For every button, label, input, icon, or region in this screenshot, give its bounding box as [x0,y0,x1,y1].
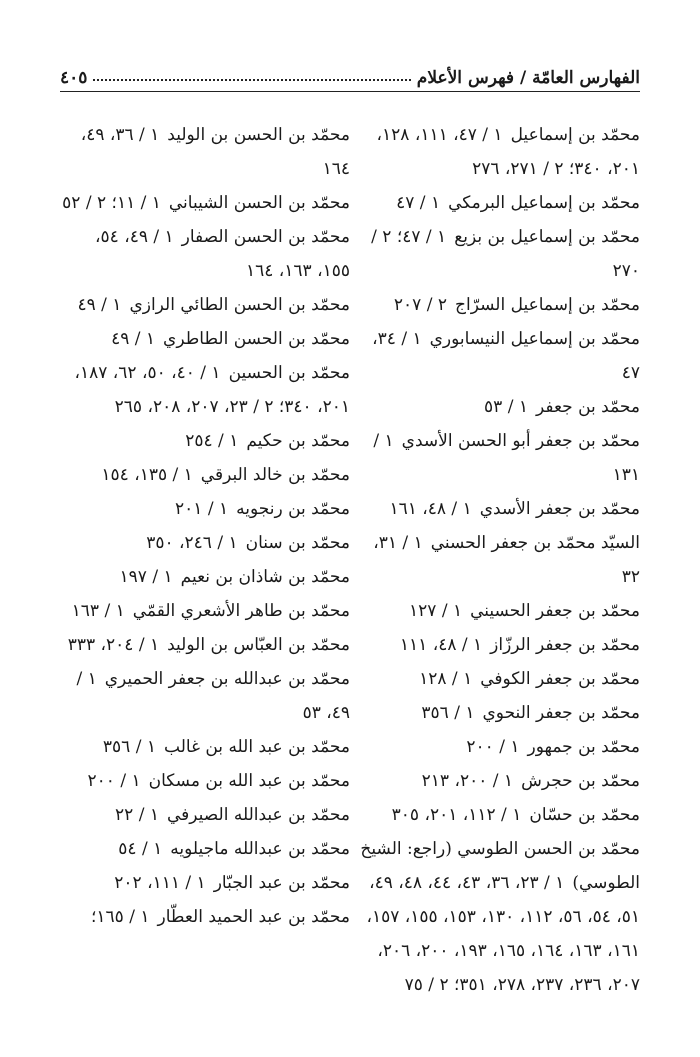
entry-name: محمّد بن الحسن الطوسي (راجع: الشيخ الطوسي) [360,839,640,893]
running-header [60,58,640,88]
entry-name: محمّد بن العبّاس بن الوليد [167,635,350,655]
index-entry [60,118,350,186]
index-entry [350,186,640,220]
entry-name: محمّد بن إسماعيل البرمكي [448,193,640,213]
index-entry [350,424,640,492]
entry-name: محمّد بن حسّان [529,805,640,825]
entry-references: ١ / ٤٠، ٥٠، ٦٢، ١٨٧، ٢٠١، ٣٤٠؛ ٢ / ٢٣، ٢٠٧، ٢٠٨، ٢٦٥ [74,363,350,417]
entry-name: محمّد بن خالد البرقي [200,465,350,485]
entry-references: ١ / ٤٨، ١١١ [399,635,483,655]
index-entry [60,560,350,594]
entry-name: محمّد بن طاهر الأشعري القمّي [132,601,350,621]
entry-name: محمّد بن إسماعيل السرّاج [455,295,640,315]
index-entry [60,458,350,492]
header-rule [60,91,640,92]
index-entry [350,492,640,526]
page-number: ٤٠٥ [60,68,88,88]
index-entry [350,798,640,832]
index-entry [60,424,350,458]
entry-name: محمّد بن شاذان بن نعيم [180,567,350,587]
entry-name: محمّد بن الحسن الطاطري [163,329,350,349]
index-entry [60,866,350,900]
entry-name: محمّد بن جعفر الكوفي [480,669,640,689]
entry-name: محمّد بن جعفر النحوي [482,703,640,723]
index-entry [350,118,640,186]
entry-name: محمّد بن عبدالله الصيرفي [166,805,350,825]
entry-name: محمّد بن جعفر الحسيني [470,601,640,621]
entry-references: ١ / ٢٥٤ [185,431,239,451]
entry-references: ١ / ١٦٣ [71,601,125,621]
entry-references: ١ / ٤٩، ٥٤، ١٥٥، ١٦٣، ١٦٤ [95,227,350,281]
index-entry [60,356,350,424]
entry-references: ٢ / ٢٠٧ [393,295,448,315]
index-column-right [350,118,640,1002]
entry-name: محمّد بن سنان [245,533,350,553]
entry-references: ١ / ٢٤٦، ٣٥٠ [146,533,238,553]
entry-name: محمّد بن جمهور [527,737,640,757]
entry-name: محمّد بن إسماعيل بن بزيع [454,227,640,247]
entry-references: ١ / ٢٢ [115,805,159,825]
entry-name: محمّد بن الحسن الطائي الرازي [129,295,350,315]
entry-name: محمّد بن الحسن بن الوليد [167,125,350,145]
entry-references: ١ / ٢٠٤، ٣٣٣ [67,635,160,655]
entry-name: محمّد بن عبد الجبّار [213,873,350,893]
index-entry [350,594,640,628]
dotted-leader [93,79,410,81]
entry-references: ١ / ٢٠٠ [87,771,141,791]
entry-references: ١ / ٥٣ [484,397,528,417]
index-entry [350,832,640,1002]
entry-references: ١ / ٥٤ [118,839,163,859]
index-entry [60,628,350,662]
entry-name: محمّد بن حكيم [246,431,350,451]
entry-references: ١ / ٣١، ٣٢ [373,533,640,587]
entry-references: ١ / ١٩٧ [119,567,173,587]
entry-references: ١ / ٢٣، ٣٦، ٤٣، ٤٤، ٤٨، ٤٩، ٥١، ٥٤، ٥٦، ١١٢، ١٣٠، ١٥٣، ١٥٥، ١٥٧، ١٦١، ١٦٣، ١٦٤، ١٦٥، ١٩٣، ٢٠٠، ٢٠٦، ٢٠٧، ٢٣٦، ٢٣٧، ٢٧٨، ٣٥١؛ ٢ / ٧٥ [366,873,640,995]
index-entry [350,288,640,322]
entry-name: محمّد بن إسماعيل [510,125,640,145]
entry-references: ١ / ٤٧ [396,193,441,213]
header-title: الفهارس العامّة / فهرس الأعلام [416,68,640,88]
index-entry [60,322,350,356]
index-entry [60,900,350,934]
entry-references: ١ / ٣٥٦ [421,703,475,723]
index-entry [60,492,350,526]
index-entry [60,594,350,628]
entry-references: ١ / ٣٦، ٤٩، ١٦٤ [80,125,350,179]
entry-name: محمّد بن جعفر الأسدي [479,499,640,519]
entry-references: ١ / ٢٠٠ [466,737,520,757]
entry-references: ١ / ١٣٥، ١٥٤ [101,465,193,485]
index-entry [350,526,640,594]
entry-name: محمّد بن الحسين [228,363,350,383]
index-entry [350,696,640,730]
entry-references: ١ / ١١؛ ٢ / ٥٢ [62,193,161,213]
index-entry [60,186,350,220]
index-entry [60,764,350,798]
entry-references: ١ / ١١٢، ٢٠١، ٣٠٥ [391,805,522,825]
entry-references: ١ / ٤٨، ١٦١ [389,499,472,519]
entry-name: محمّد بن عبدالله بن جعفر الحميري [104,669,350,689]
index-entry [60,662,350,730]
entry-name: محمّد بن عبد الله بن غالب [164,737,350,757]
index-entry [60,798,350,832]
entry-name: محمّد بن حجرش [521,771,640,791]
index-entry [60,730,350,764]
entry-name: محمّد بن إسماعيل النيسابوري [429,329,640,349]
entry-references: ١ / ١١١، ٢٠٢ [114,873,206,893]
entry-references: ١ / ٢٠١ [175,499,229,519]
index-entry [350,764,640,798]
entry-references: ١ / ٤٧، ١١١، ١٢٨، ٢٠١، ٣٤٠؛ ٢ / ٢٧١، ٢٧٦ [376,125,640,179]
entry-name: محمّد بن عبد الحميد العطّار [157,907,350,927]
index-entry [60,832,350,866]
index-entry [350,390,640,424]
entry-references: ١ / ١٢٧ [409,601,463,621]
entry-name: محمّد بن جعفر [535,397,640,417]
index-entry [60,288,350,322]
entry-name: محمّد بن رنجويه [236,499,350,519]
index-entry [60,526,350,560]
entry-name: محمّد بن الحسن الصفار [181,227,350,247]
index-entry [350,220,640,288]
entry-references: ١ / ٣٤، ٤٧ [372,329,640,383]
entry-name: محمّد بن عبد الله بن مسكان [148,771,350,791]
entry-references: ١ / ٢٠٠، ٢١٣ [421,771,514,791]
entry-name: محمّد بن جعفر الرزّاز [490,635,640,655]
entry-references: ١ / ١٢٨ [419,669,473,689]
entry-name: السيّد محمّد بن جعفر الحسني [430,533,640,553]
entry-name: محمّد بن عبدالله ماجيلويه [170,839,350,859]
index-entry [350,662,640,696]
index-entry [350,628,640,662]
entry-references: ١ / ٤٩ [111,329,156,349]
entry-references: ١ / ٤٩ [77,295,122,315]
entry-references: ١ / ١٦٥؛ [90,907,150,927]
entry-references: ١ / ٣٥٦ [102,737,157,757]
entry-references: ١ / ١٣١ [373,431,640,485]
entry-references: ١ / ٤٧؛ ٢ / ٢٧٠ [371,227,640,281]
index-entry [350,322,640,390]
index-column-left [60,118,350,934]
index-entry [60,220,350,288]
index-entry [350,730,640,764]
entry-references: ١ / ٤٩، ٥٣ [76,669,350,723]
entry-name: محمّد بن الحسن الشيباني [168,193,350,213]
entry-name: محمّد بن جعفر أبو الحسن الأسدي [401,431,640,451]
